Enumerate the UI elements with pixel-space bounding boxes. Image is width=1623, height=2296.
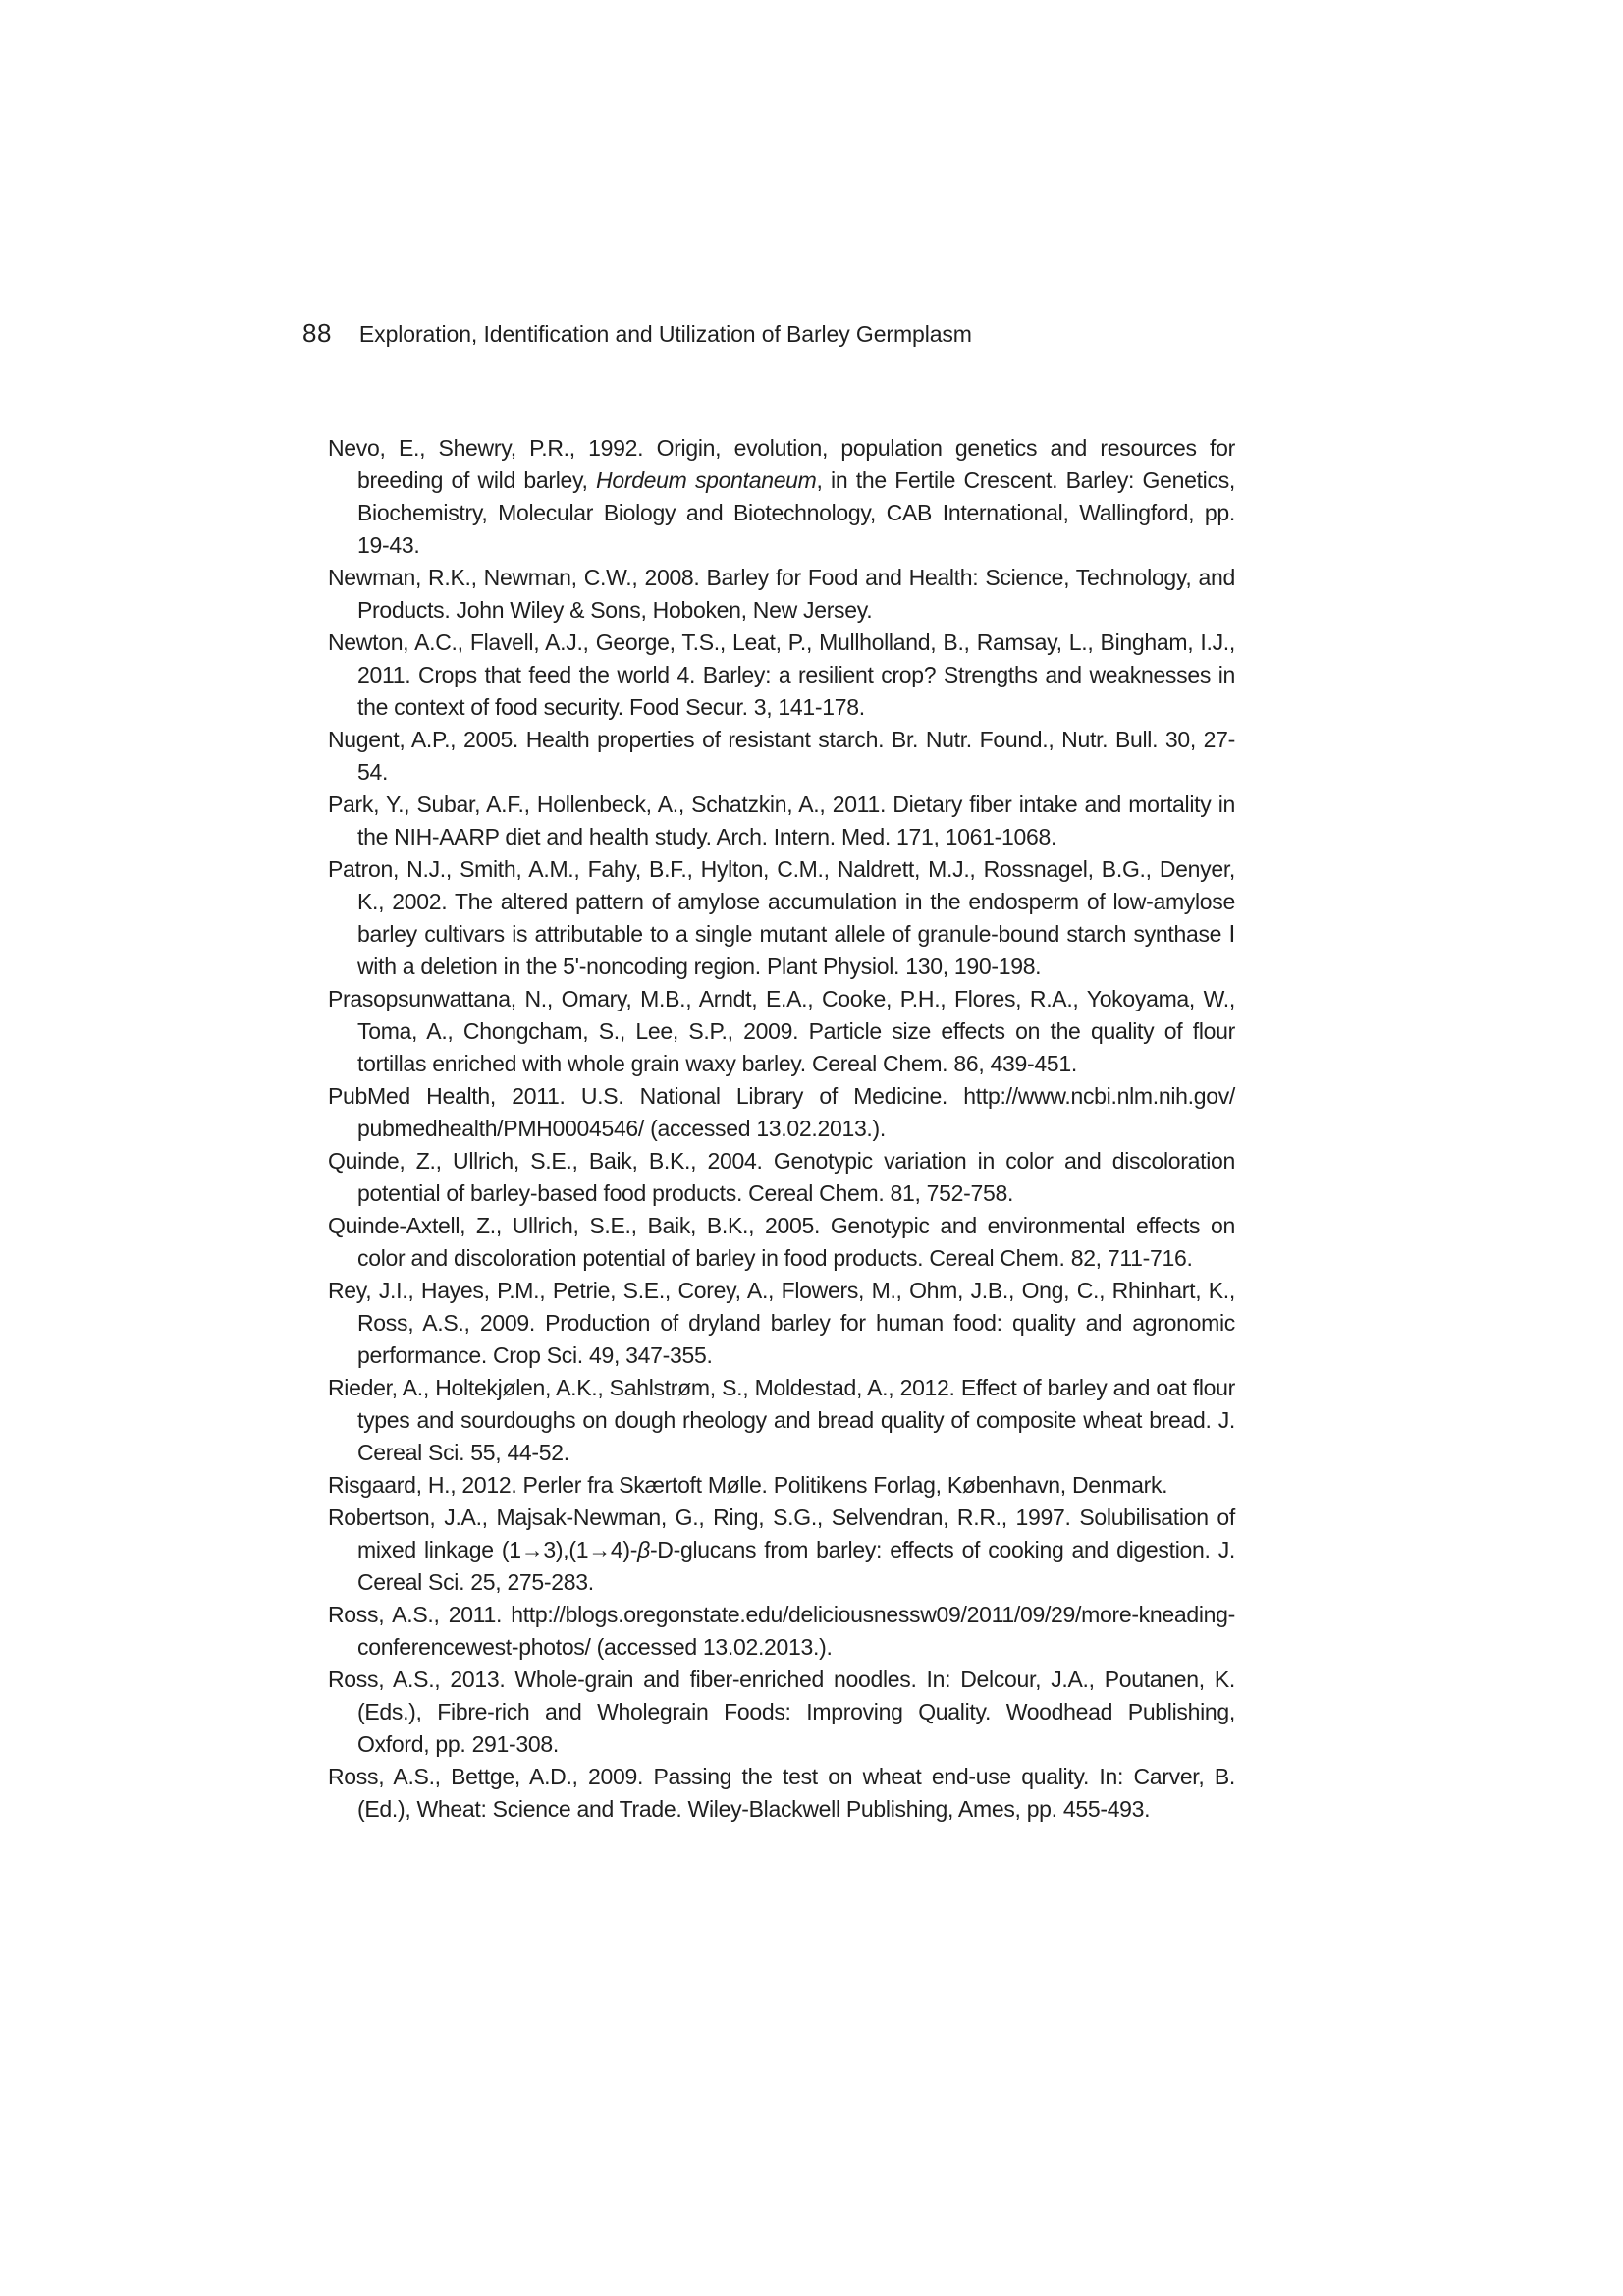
reference-item: Ross, A.S., 2011. http://blogs.oregonstate.edu/​deliciousnessw09/​2011/​09/​29/​more-kneading-conferencewest-photos/ (accessed 13.02.2013.). [328,1602,1235,1660]
reference-item: Nevo, E., Shewry, P.R., 1992. Origin, evolution, population genetics and resources for breeding of wild barley, Hordeum spontaneum, in the Fertile Crescent. Barley: Genetics, Biochemistry, Molecular Biology and Biotechnology, CAB International, Wallingford, pp. 19-43. [328,435,1235,558]
reference-item: Risgaard, H., 2012. Perler fra Skærtoft Mølle. Politikens Forlag, København, Denmark. [328,1472,1168,1498]
reference-item: Patron, N.J., Smith, A.M., Fahy, B.F., Hylton, C.M., Naldrett, M.J., Rossnagel, B.G., Denyer, K., 2002. The altered pattern of amylose accumulation in the endosperm of low-amylose barley cultivars is attributable to a single mutant allele of granule-bound starch synthase Ⅰ with a deletion in the 5'-noncoding region. Plant Physiol. 130, 190-198. [328,856,1235,979]
reference-item: Rey, J.I., Hayes, P.M., Petrie, S.E., Corey, A., Flowers, M., Ohm, J.B., Ong, C., Rhinhart, K., Ross, A.S., 2009. Production of dryland barley for human food: quality and agronomic performance. Crop Sci. 49, 347-355. [328,1278,1235,1368]
page-header [302,318,972,349]
reference-list [328,432,1235,1826]
reference-item: Newman, R.K., Newman, C.W., 2008. Barley for Food and Health: Science, Technology, and Products. John Wiley & Sons, Hoboken, New Jersey. [328,565,1235,623]
reference-item: Ross, A.S., Bettge, A.D., 2009. Passing the test on wheat end-use quality. In: Carver, B. (Ed.), Wheat: Science and Trade. Wiley-Blackwell Publishing, Ames, pp. 455-493. [328,1764,1235,1822]
reference-item: Park, Y., Subar, A.F., Hollenbeck, A., Schatzkin, A., 2011. Dietary fiber intake and mortality in the NIH-AARP diet and health study. Arch. Intern. Med. 171, 1061-1068. [328,792,1235,849]
page-number: 88 [302,318,332,348]
reference-item: PubMed Health, 2011. U.S. National Library of Medicine. http://www.ncbi.nlm.nih.​gov/​pubmedhealth/​PMH0004546/ (accessed 13.02.2013.). [328,1083,1235,1141]
reference-item: Quinde-Axtell, Z., Ullrich, S.E., Baik, B.K., 2005. Genotypic and environmental effects on color and discoloration potential of barley in food products. Cereal Chem. 82, 711-716. [328,1213,1235,1271]
reference-item: Nugent, A.P., 2005. Health properties of resistant starch. Br. Nutr. Found., Nutr. Bull. 30, 27-54. [328,727,1235,785]
reference-item: Newton, A.C., Flavell, A.J., George, T.S., Leat, P., Mullholland, B., Ramsay, L., Bingham, I.J., 2011. Crops that feed the world 4. Barley: a resilient crop? Strengths and weaknesses in the context of food security. Food Secur. 3, 141-178. [328,629,1235,720]
reference-item: Rieder, A., Holtekjølen, A.K., Sahlstrøm, S., Moldestad, A., 2012. Effect of barley and oat flour types and sourdoughs on dough rheology and bread quality of composite wheat bread. J. Cereal Sci. 55, 44-52. [328,1375,1235,1465]
reference-item: Quinde, Z., Ullrich, S.E., Baik, B.K., 2004. Genotypic variation in color and discoloration potential of barley-based food products. Cereal Chem. 81, 752-758. [328,1148,1235,1206]
reference-item: Robertson, J.A., Majsak-Newman, G., Ring, S.G., Selvendran, R.R., 1997. Solubilisation of mixed linkage (1→3),(1→4)-β-D-glucans from barley: effects of cooking and digestion. J. Cereal Sci. 25, 275-283. [328,1504,1235,1595]
running-title: Exploration, Identification and Utilization of Barley Germplasm [358,321,972,347]
reference-item: Prasopsunwattana, N., Omary, M.B., Arndt, E.A., Cooke, P.H., Flores, R.A., Yokoyama, W., Toma, A., Chongcham, S., Lee, S.P., 2009. Particle size effects on the quality of flour tortillas enriched with whole grain waxy barley. Cereal Chem. 86, 439-451. [328,986,1235,1076]
reference-item: Ross, A.S., 2013. Whole-grain and fiber-enriched noodles. In: Delcour, J.A., Poutanen, K. (Eds.), Fibre-rich and Wholegrain Foods: Improving Quality. Woodhead Publishing, Oxford, pp. 291-308. [328,1667,1235,1757]
